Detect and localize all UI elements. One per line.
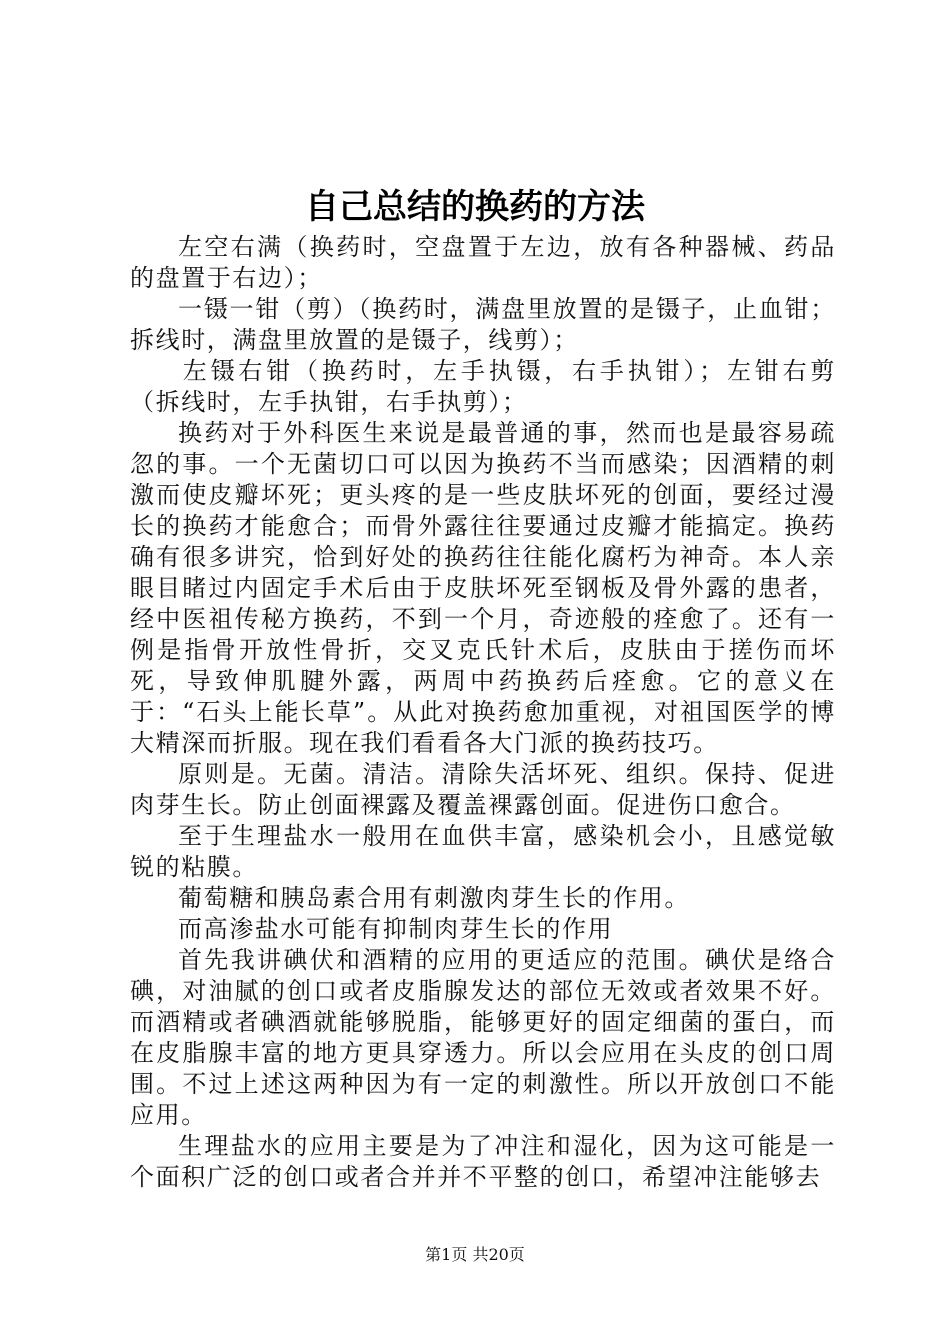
paragraph: 左镊右钳（换药时，左手执镊，右手执钳）；左钳右剪（拆线时，左手执钳，右手执剪）； [130,357,836,416]
document-title: 自己总结的换药的方法 [305,187,645,227]
paragraph: 换药对于外科医生来说是最普通的事，然而也是最容易疏忽的事。一个无菌切口可以因为换药不当而感染；因酒精的刺激而使皮瓣坏死；更头疼的是一些皮肤坏死的创面，要经过漫长的换药才能愈合；而骨外露往往要通过皮瓣才能搞定。换药确有很多讲究，恰到好处的换药往往能化腐朽为神奇。本人亲眼目睹过内固定手术后由于皮肤坏死至钢板及骨外露的患者，经中医祖传秘方换药，不到一个月，奇迹般的痊愈了。还有一例是指骨开放性骨折，交叉克氏针术后，皮肤由于搓伤而坏死，导致伸肌腱外露，两周中药换药后痊愈。它的意义在于：“石头上能长草”。从此对换药愈加重视，对祖国医学的博大精深而折服。现在我们看看各大门派的换药技巧。 [130,419,836,757]
paragraph: 左空右满（换药时，空盘置于左边，放有各种器械、药品的盘置于右边）； [130,233,836,292]
paragraph: 至于生理盐水一般用在血供丰富，感染机会小，且感觉敏锐的粘膜。 [130,822,836,881]
document-body [130,232,836,1193]
paragraph: 生理盐水的应用主要是为了冲注和湿化，因为这可能是一个面积广泛的创口或者合并并不平整的创口，希望冲注能够去 [130,1132,836,1191]
paragraph: 首先我讲碘伏和酒精的应用的更适应的范围。碘伏是络合碘，对油腻的创口或者皮脂腺发达的部位无效或者效果不好。而酒精或者碘酒就能够脱脂，能够更好的固定细菌的蛋白，而在皮脂腺丰富的地方更具穿透力。所以会应用在头皮的创口周围。不过上述这两种因为有一定的刺激性。所以开放创口不能应用。 [130,946,836,1129]
paragraph: 而高渗盐水可能有抑制肉芽生长的作用 [178,915,614,943]
page-footer: 第1页 共20页 [425,1245,525,1264]
paragraph: 原则是。无菌。清洁。清除失活坏死、组织。保持、促进肉芽生长。防止创面裸露及覆盖裸露创面。促进伤口愈合。 [130,760,836,819]
paragraph: 一镊一钳（剪）（换药时，满盘里放置的是镊子，止血钳；拆线时，满盘里放置的是镊子，线剪）； [130,295,836,354]
paragraph: 葡萄糖和胰岛素合用有刺激肉芽生长的作用。 [178,884,690,912]
